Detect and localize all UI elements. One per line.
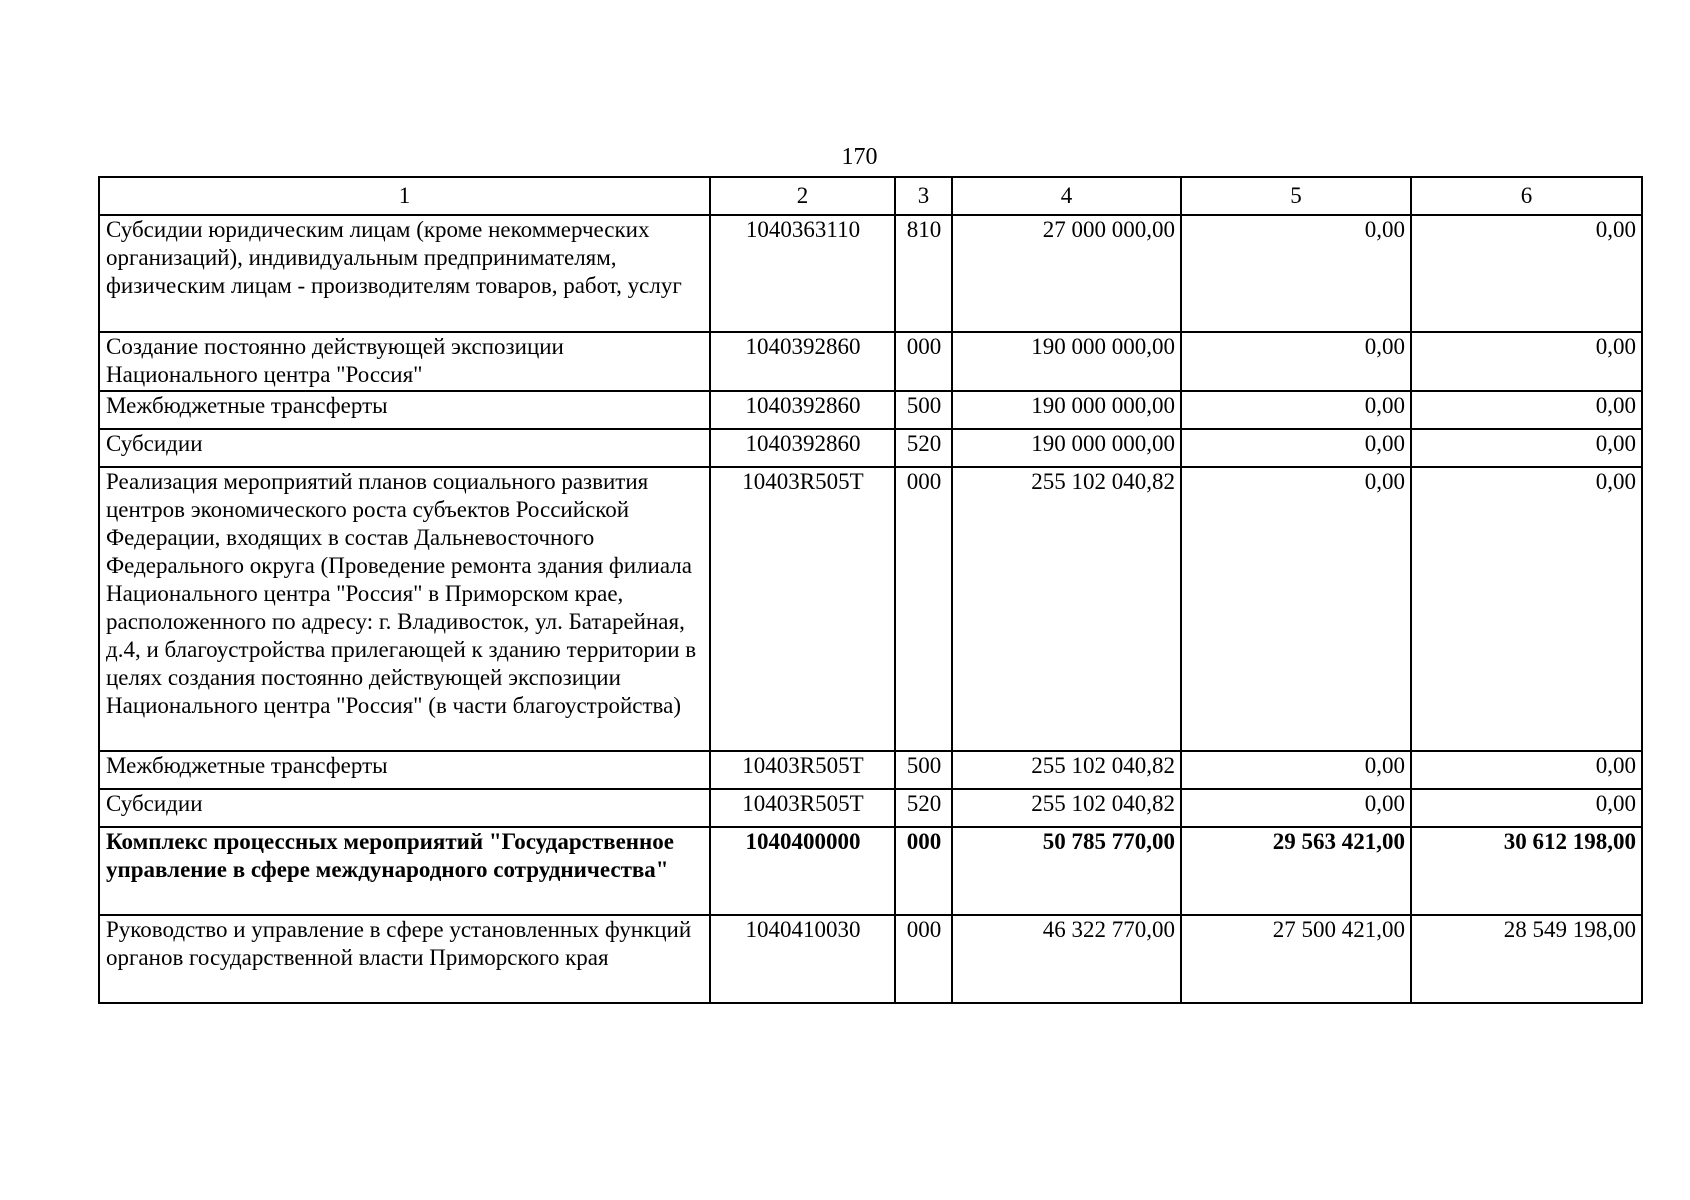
- page-number: 170: [841, 144, 878, 170]
- row-type-cell: 500: [895, 751, 952, 789]
- row-type-cell: 520: [895, 789, 952, 827]
- row-name-cell: Реализация мероприятий планов социального развития центров экономического роста субъектов Российской Федерации, входящих в состав Дальневосточного Федерального округа (Проведение ремонта здания филиала Национального центра "Россия" в Приморском крае, расположенного по адресу: г. Владивосток, ул. Батарейная, д.4, и благоустройства прилегающей к зданию территории в целях создания постоянно действующей экспозиции Национального центра "Россия" (в части благоустройства): [99, 467, 710, 751]
- row-value-6: 0,00: [1411, 789, 1642, 827]
- row-code-cell: 1040392860: [710, 429, 895, 467]
- table-header-row: [99, 177, 1642, 215]
- row-name-cell: Руководство и управление в сфере установленных функций органов государственной власти Приморского края: [99, 915, 710, 1003]
- row-value-6: 0,00: [1411, 332, 1642, 391]
- row-value-5: 29 563 421,00: [1181, 827, 1411, 915]
- row-value-4: 27 000 000,00: [952, 215, 1181, 332]
- column-header: 6: [1411, 177, 1642, 215]
- row-type-cell: 810: [895, 215, 952, 332]
- row-code-cell: 1040392860: [710, 332, 895, 391]
- table-row: [99, 215, 1642, 332]
- row-value-4: 50 785 770,00: [952, 827, 1181, 915]
- table-row: [99, 467, 1642, 751]
- row-type-cell: 000: [895, 332, 952, 391]
- row-name-cell: Субсидии: [99, 789, 710, 827]
- row-value-5: 0,00: [1181, 789, 1411, 827]
- table-row: [99, 751, 1642, 789]
- column-header: 5: [1181, 177, 1411, 215]
- table-row: [99, 332, 1642, 391]
- row-type-cell: 500: [895, 391, 952, 429]
- table-row: [99, 789, 1642, 827]
- row-type-cell: 000: [895, 915, 952, 1003]
- column-header: 3: [895, 177, 952, 215]
- column-header: 2: [710, 177, 895, 215]
- row-code-cell: 1040363110: [710, 215, 895, 332]
- row-value-4: 190 000 000,00: [952, 391, 1181, 429]
- table-row: [99, 391, 1642, 429]
- column-header: 1: [99, 177, 710, 215]
- row-type-cell: 520: [895, 429, 952, 467]
- row-code-cell: 1040410030: [710, 915, 895, 1003]
- row-value-5: 27 500 421,00: [1181, 915, 1411, 1003]
- row-name-cell: Комплекс процессных мероприятий "Государственное управление в сфере международного сотрудничества": [99, 827, 710, 915]
- budget-table: [98, 176, 1643, 1004]
- row-value-6: 0,00: [1411, 751, 1642, 789]
- row-value-5: 0,00: [1181, 215, 1411, 332]
- table-row: [99, 429, 1642, 467]
- row-value-4: 190 000 000,00: [952, 332, 1181, 391]
- row-name-cell: Субсидии юридическим лицам (кроме некоммерческих организаций), индивидуальным предпринимателям, физическим лицам - производителям товаров, работ, услуг: [99, 215, 710, 332]
- row-code-cell: 10403R505T: [710, 789, 895, 827]
- row-type-cell: 000: [895, 827, 952, 915]
- row-value-4: 190 000 000,00: [952, 429, 1181, 467]
- row-value-6: 0,00: [1411, 215, 1642, 332]
- row-value-6: 0,00: [1411, 391, 1642, 429]
- row-name-cell: Создание постоянно действующей экспозиции Национального центра "Россия": [99, 332, 710, 391]
- row-code-cell: 1040392860: [710, 391, 895, 429]
- row-type-cell: 000: [895, 467, 952, 751]
- row-value-6: 0,00: [1411, 467, 1642, 751]
- row-name-cell: Субсидии: [99, 429, 710, 467]
- row-name-cell: Межбюджетные трансферты: [99, 751, 710, 789]
- row-value-6: 30 612 198,00: [1411, 827, 1642, 915]
- row-value-5: 0,00: [1181, 332, 1411, 391]
- row-code-cell: 1040400000: [710, 827, 895, 915]
- row-value-6: 0,00: [1411, 429, 1642, 467]
- row-value-5: 0,00: [1181, 391, 1411, 429]
- row-value-4: 255 102 040,82: [952, 789, 1181, 827]
- column-header: 4: [952, 177, 1181, 215]
- row-value-6: 28 549 198,00: [1411, 915, 1642, 1003]
- row-value-5: 0,00: [1181, 751, 1411, 789]
- row-value-4: 255 102 040,82: [952, 751, 1181, 789]
- row-code-cell: 10403R505T: [710, 751, 895, 789]
- row-code-cell: 10403R505T: [710, 467, 895, 751]
- row-value-4: 46 322 770,00: [952, 915, 1181, 1003]
- row-value-4: 255 102 040,82: [952, 467, 1181, 751]
- table-row: [99, 915, 1642, 1003]
- table-row-section-total: [99, 827, 1642, 915]
- row-name-cell: Межбюджетные трансферты: [99, 391, 710, 429]
- row-value-5: 0,00: [1181, 467, 1411, 751]
- row-value-5: 0,00: [1181, 429, 1411, 467]
